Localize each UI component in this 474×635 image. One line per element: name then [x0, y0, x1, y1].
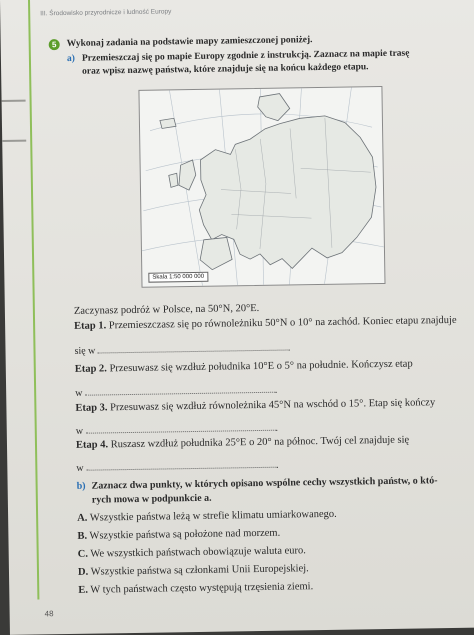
stage-end: .	[274, 384, 278, 396]
option-letter: E.	[78, 584, 89, 596]
map-graphic	[139, 87, 384, 287]
answer-field-stage-1[interactable]	[98, 341, 288, 354]
stage-text: Przemieszczasz się po równoleżniku 50°N o 10° na zachód. Koniec etapu znajduje	[108, 314, 457, 332]
part-a-line2: oraz wpisz nazwę państwa, które znajduje się na końcu każdego etapu.	[82, 62, 369, 77]
option-letter: A.	[77, 512, 88, 524]
task-number-badge: 5	[49, 39, 60, 50]
stage-continuation: się w	[74, 345, 96, 357]
stage-end: .	[275, 422, 279, 434]
part-a-letter: a)	[66, 53, 75, 64]
stage-label: Etap 1.	[74, 320, 107, 332]
option-a[interactable]	[77, 509, 337, 524]
option-e[interactable]	[78, 581, 313, 596]
stage-label: Etap 2.	[74, 363, 107, 375]
option-text: We wszystkich państwach obowiązuje waluta euro.	[90, 545, 306, 560]
stage-continuation: w	[75, 425, 84, 437]
stage-continuation: w	[75, 387, 83, 399]
option-text: W tych państwach często występują trzęsienia ziemi.	[90, 581, 314, 596]
map-scale: Skala 1:50 000 000	[148, 272, 208, 283]
answer-field-stage-2[interactable]	[85, 383, 275, 396]
option-text: Wszystkie państwa leżą w strefie klimatu umiarkowanego.	[89, 508, 337, 524]
stage-continuation: w	[76, 462, 84, 474]
part-a-line1: Przemieszczaj się po mapie Europy zgodnie z instrukcją. Zaznacz na mapie trasę	[81, 48, 410, 64]
option-c[interactable]	[78, 545, 306, 560]
chapter-header: III. Środowisko przyrodnicze i ludność Europy	[40, 8, 172, 18]
stage-text: Przesuwasz się wzdłuż równoleżnika 45°N na wschód o 15°. Etap się kończy	[110, 397, 436, 414]
option-text: Wszystkie państwa są położone nad morzem.	[89, 527, 281, 542]
option-d[interactable]	[78, 563, 309, 578]
part-b-line1: Zaznacz dwa punkty, w których opisano wspólne cechy wszystkich państw, o któ-	[91, 475, 438, 492]
margin-bar	[0, 0, 39, 600]
stage-text: Przesuwasz się wzdłuż południka 10°E o 5° na południe. Kończysz etap	[109, 358, 413, 375]
option-letter: D.	[77, 566, 89, 578]
stage-text: Ruszasz wzdłuż południka 25°E o 20° na północ. Twój cel znajduje się	[110, 434, 410, 451]
stage-label: Etap 4.	[75, 439, 109, 451]
answer-field-stage-4[interactable]	[86, 458, 276, 471]
europe-map[interactable]	[138, 86, 385, 288]
option-b[interactable]	[77, 528, 280, 542]
stage-end: .	[275, 459, 279, 471]
part-b-line2: rych mowa w podpunkcie a.	[91, 492, 212, 506]
stage-label: Etap 3.	[75, 402, 108, 414]
stage-end: .	[287, 342, 291, 354]
start-text: Zaczynasz podróż w Polsce, na 50°N, 20°E.	[73, 302, 260, 317]
option-letter: B.	[77, 530, 88, 542]
page-number: 48	[44, 609, 54, 619]
option-text: Wszystkie państwa są członkami Unii Europejskiej.	[90, 563, 309, 578]
answer-field-stage-3[interactable]	[85, 421, 275, 434]
part-b-letter: b)	[76, 480, 86, 492]
task-instruction: Wykonaj zadania na podstawie mapy zamieszczonej poniżej.	[66, 35, 313, 49]
option-letter: C.	[77, 548, 89, 560]
